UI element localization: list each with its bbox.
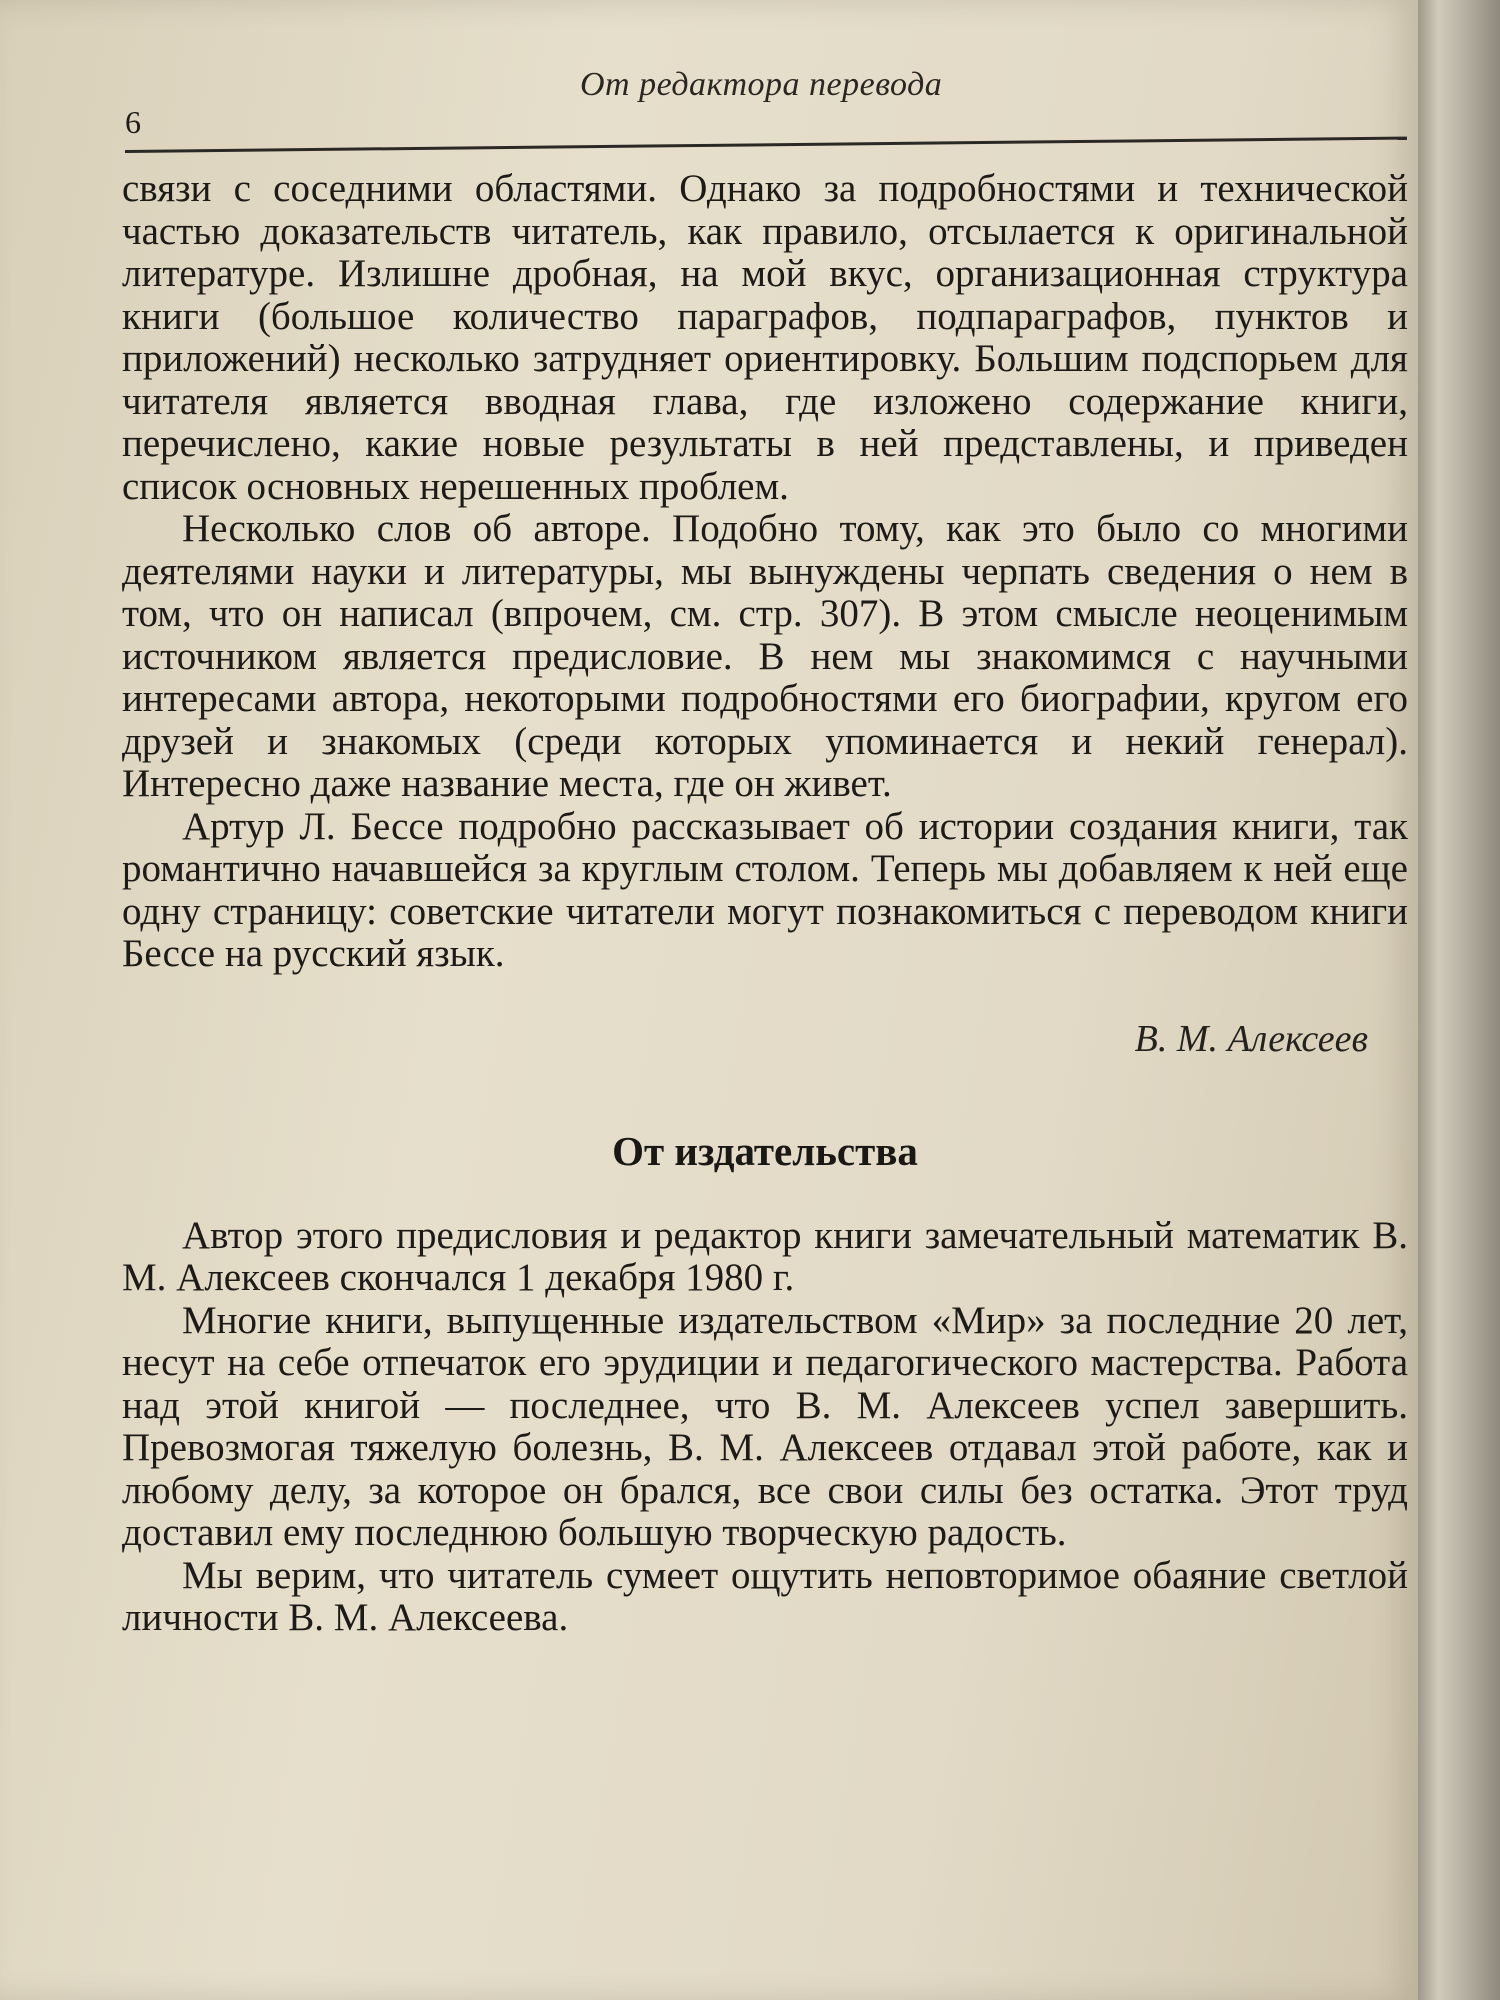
page-body	[122, 168, 1408, 1640]
running-title: От редактора перевода	[580, 66, 943, 103]
editor-paragraph-3: Артур Л. Бессе подробно рассказывает об истории создания книги, так романтично начавшейся за круглым столом. Теперь мы добавляем к ней еще одну страницу: советские читатели могут познакомиться с переводом книги Бессе на русский язык.	[122, 804, 1408, 975]
editor-paragraph-1: связи с соседними областями. Однако за подробностями и технической частью доказательств читатель, как правило, отсылается к оригинальной литературе. Излишне дробная, на мой вкус, организационная структура книги (большое количество параграфов, подпараграфов, пунктов и приложений) несколько затрудняет ориентировку. Большим подспорьем для читателя является вводная глава, где изложено содержание книги, перечислено, какие новые результаты в ней представлены, и приведен список основных нерешенных проблем.	[122, 167, 1408, 508]
editor-signature: В. М. Алексеев	[1134, 1017, 1368, 1060]
publisher-heading: От издательства	[612, 1128, 918, 1174]
page-header	[125, 62, 1405, 157]
publisher-paragraph-3: Мы верим, что читатель сумеет ощутить неповторимое обаяние светлой личности В. М. Алексеева.	[122, 1553, 1408, 1639]
book-page-edge	[1418, 0, 1500, 2000]
publisher-paragraph-2: Многие книги, выпущенные издательством «Мир» за последние 20 лет, несут на себе отпечаток его эрудиции и педагогического мастерства. Работа над этой книгой — последнее, что В. М. Алексеев успел завершить. Превозмогая тяжелую болезнь, В. М. Алексеев отдавал этой работе, как и любому делу, за которое он брался, все свои силы без остатка. Этот труд доставил ему последнюю большую творческую радость.	[122, 1298, 1408, 1554]
publisher-paragraph-1: Автор этого предисловия и редактор книги замечательный математик В. М. Алексеев скончался 1 декабря 1980 г.	[122, 1213, 1408, 1299]
page-number: 6	[125, 104, 141, 140]
header-rule	[125, 137, 1407, 153]
editor-paragraph-2: Несколько слов об авторе. Подобно тому, как это было со многими деятелями науки и литературы, мы вынуждены черпать сведения о нем в том, что он написал (впрочем, см. стр. 307). В этом смысле неоценимым источником является предисловие. В нем мы знакомимся с научными интересами автора, некоторыми подробностями его биографии, кругом его друзей и знакомых (среди которых упоминается и некий генерал). Интересно даже название места, где он живет.	[122, 507, 1408, 805]
